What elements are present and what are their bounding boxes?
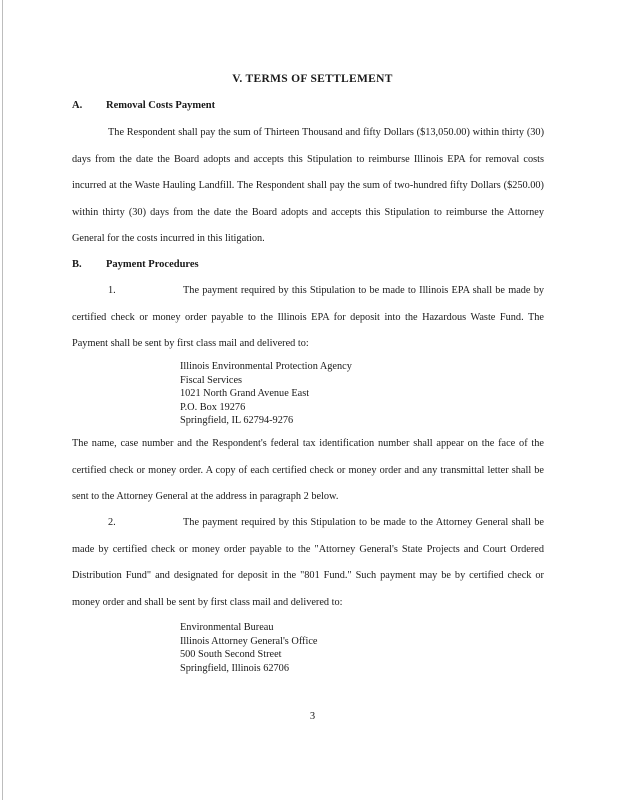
address-line: Illinois Attorney General's Office xyxy=(180,635,318,647)
section-a-paragraph-text: The Respondent shall pay the sum of Thirteen Thousand and fifty Dollars ($13,050.00) within thirty (30) days from the date the Board adopts and accepts this Stipulation to reimburse Illinois EPA for removal costs incurred at the Waste Hauling Landfill. The Respondent shall pay the sum of two-hundred fifty Dollars ($250.00) within thirty (30) days from the date the Board adopts and accepts this Stipulation to reimburse the Attorney General for the costs incurred in this litigation. xyxy=(72,127,544,245)
section-a-title: Removal Costs Payment xyxy=(106,100,216,111)
item-2-paragraph xyxy=(72,510,544,616)
item-1-followup-paragraph xyxy=(72,431,544,511)
section-b-heading xyxy=(72,259,199,270)
address-line: 1021 North Grand Avenue East xyxy=(180,388,310,400)
item-2-paragraph-text: The payment required by this Stipulation to be made to the Attorney General shall be made by certified check or money order payable to the "Attorney General's State Projects and Court Ordered Distribution Fund" and designated for deposit in the "801 Fund." Such payment may be by certified check or money order and shall be sent by first class mail and delivered to: xyxy=(72,517,544,608)
section-a-heading xyxy=(72,100,215,111)
address-line: 500 South Second Street xyxy=(180,649,282,661)
address-line: Environmental Bureau xyxy=(180,622,274,633)
address-line: P.O. Box 19276 xyxy=(180,401,246,413)
item-1-address-block xyxy=(180,360,352,428)
section-b-title: Payment Procedures xyxy=(106,259,199,270)
section-a-paragraph xyxy=(72,120,544,253)
page-number: 3 xyxy=(309,711,316,722)
item-1-paragraph-text: The payment required by this Stipulation to be made to Illinois EPA shall be made by certified check or money order payable to the Illinois EPA for deposit into the Hazardous Waste Fund. The Payment shall be sent by first class mail and delivered to: xyxy=(72,285,544,350)
section-a-letter: A. xyxy=(72,100,83,111)
scan-edge-line xyxy=(2,0,3,800)
item-1-followup-text: The name, case number and the Respondent's federal tax identification number shall appear on the face of the certified check or money order. A copy of each certified check or money order and any transmittal letter shall be sent to the Attorney General at the address in paragraph 2 below. xyxy=(72,438,544,503)
address-line: Fiscal Services xyxy=(180,374,243,386)
item-1-paragraph xyxy=(72,278,544,358)
page-title: V. TERMS OF SETTLEMENT xyxy=(232,73,393,85)
address-line: Springfield, Illinois 62706 xyxy=(180,662,289,674)
address-line: Springfield, IL 62794-9276 xyxy=(180,415,294,427)
item-1-number: 1. xyxy=(108,285,116,296)
item-2-number: 2. xyxy=(108,517,116,528)
item-2-address-block xyxy=(180,621,318,675)
address-line: Illinois Environmental Protection Agency xyxy=(180,361,352,372)
section-b-letter: B. xyxy=(72,259,82,270)
